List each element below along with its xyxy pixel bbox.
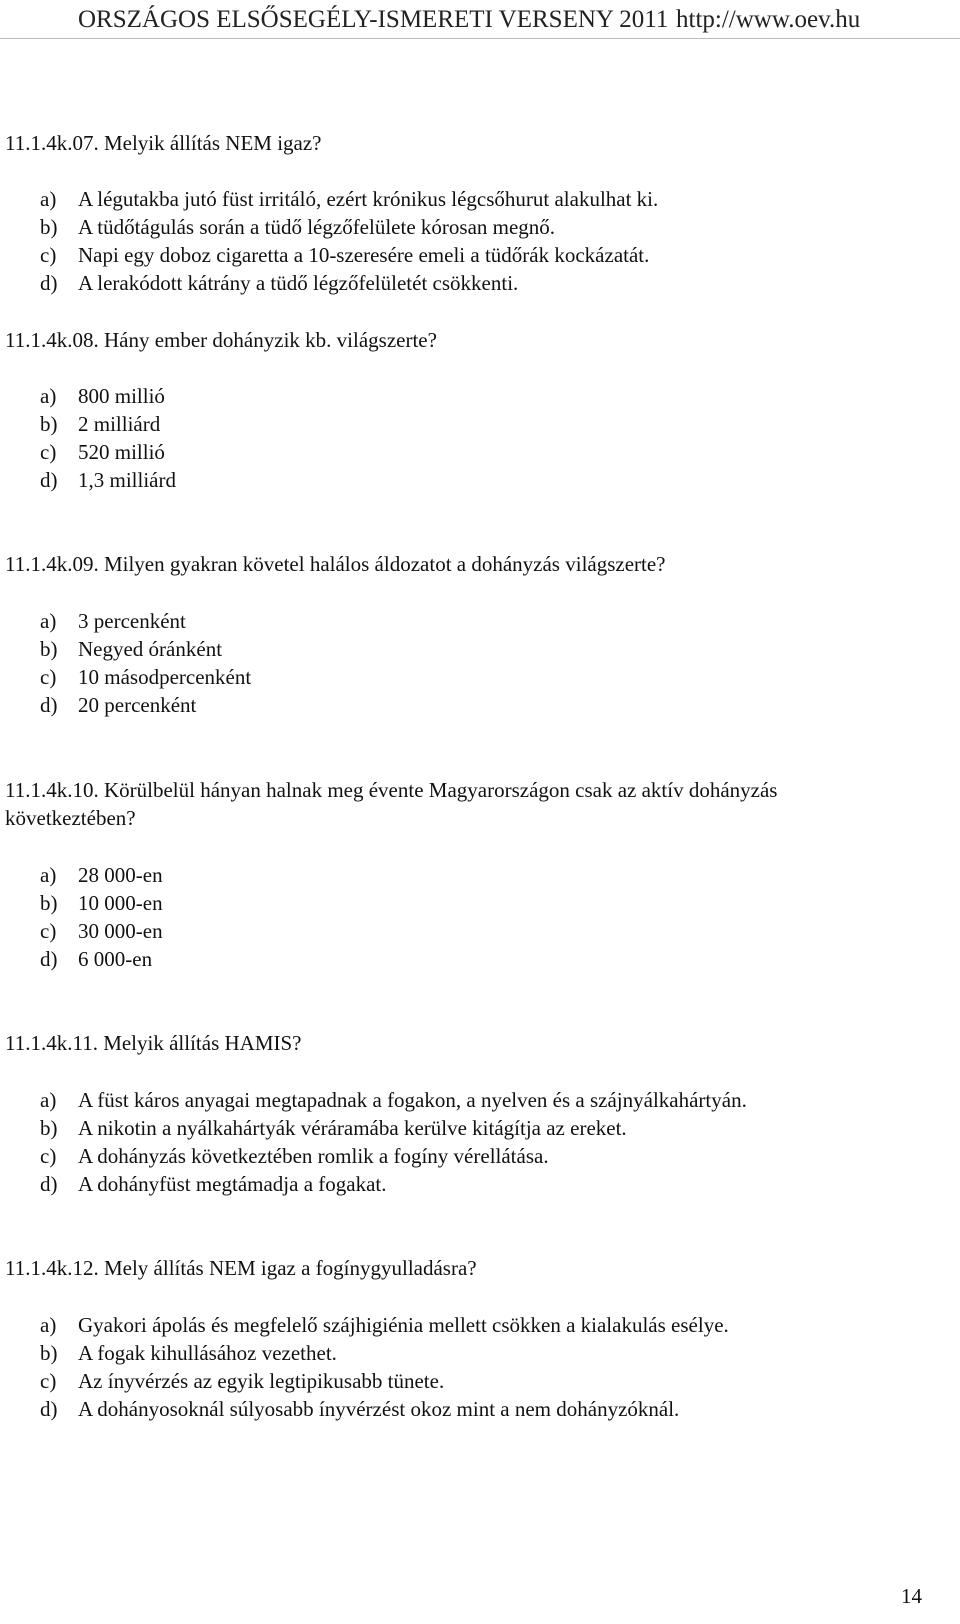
option-letter: d)	[40, 947, 58, 971]
question-08-title: 11.1.4k.08. Hány ember dohányzik kb. világszerte?	[5, 328, 437, 352]
option-letter: c)	[40, 665, 57, 689]
question-12-title: 11.1.4k.12. Mely állítás NEM igaz a fogínygyulladásra?	[5, 1256, 477, 1280]
option-text: 6 000-en	[78, 947, 153, 971]
option-text: 1,3 milliárd	[78, 468, 176, 492]
question-10-option-a	[40, 861, 163, 889]
option-letter: c)	[40, 1144, 57, 1168]
question-07-title: 11.1.4k.07. Melyik állítás NEM igaz?	[5, 131, 322, 155]
option-text: A dohányosoknál súlyosabb ínyvérzést okoz mint a nem dohányzóknál.	[78, 1397, 680, 1421]
option-text: A tüdőtágulás során a tüdő légzőfelülete kórosan megnő.	[78, 215, 556, 239]
option-letter: b)	[40, 1116, 58, 1140]
option-letter: d)	[40, 468, 58, 492]
question-07-option-c	[40, 241, 649, 269]
option-letter: a)	[40, 1313, 57, 1337]
option-text: 28 000-en	[78, 863, 163, 887]
question-09-option-c	[40, 663, 251, 691]
question-11-title: 11.1.4k.11. Melyik állítás HAMIS?	[5, 1031, 302, 1055]
option-letter: b)	[40, 412, 58, 436]
option-text: Gyakori ápolás és megfelelő szájhigiénia mellett csökken a kialakulás esélye.	[78, 1313, 729, 1337]
question-09-option-b	[40, 635, 222, 663]
page-header	[0, 4, 960, 40]
header-divider	[0, 38, 960, 39]
option-letter: d)	[40, 1172, 58, 1196]
option-text: Az ínyvérzés az egyik legtipikusabb tünete.	[78, 1369, 445, 1393]
option-letter: b)	[40, 1341, 58, 1365]
option-letter: c)	[40, 440, 57, 464]
option-text: 10 másodpercenként	[78, 665, 252, 689]
option-text: A dohányzás következtében romlik a fogíny vérellátása.	[78, 1144, 549, 1168]
question-11-option-c	[40, 1142, 549, 1170]
option-letter: a)	[40, 384, 57, 408]
option-letter: a)	[40, 187, 57, 211]
question-12-option-d	[40, 1395, 679, 1423]
option-text: A füst káros anyagai megtapadnak a fogakon, a nyelven és a szájnyálkahártyán.	[78, 1088, 747, 1112]
option-letter: c)	[40, 919, 57, 943]
option-letter: b)	[40, 637, 58, 661]
question-11-option-d	[40, 1170, 387, 1198]
option-text: 30 000-en	[78, 919, 163, 943]
option-text: 3 percenként	[78, 609, 186, 633]
option-text: 10 000-en	[78, 891, 163, 915]
option-text: Napi egy doboz cigaretta a 10-szeresére emeli a tüdőrák kockázatát.	[78, 243, 650, 267]
question-10-option-d	[40, 945, 152, 973]
question-08-option-b	[40, 410, 160, 438]
option-text: A nikotin a nyálkahártyák véráramába kerülve kitágítja az ereket.	[78, 1116, 627, 1140]
option-letter: b)	[40, 215, 58, 239]
option-text: A dohányfüst megtámadja a fogakat.	[78, 1172, 387, 1196]
option-text: 800 millió	[78, 384, 165, 408]
page-number: 14	[901, 1584, 922, 1608]
question-09-option-d	[40, 691, 196, 719]
option-letter: d)	[40, 1397, 58, 1421]
question-08-option-c	[40, 438, 165, 466]
option-text: A légutakba jutó füst irritáló, ezért krónikus légcsőhurut alakulhat ki.	[78, 187, 659, 211]
question-11-option-a	[40, 1086, 747, 1114]
header-title: ORSZÁGOS ELSŐSEGÉLY-ISMERETI VERSENY 2011	[78, 6, 669, 33]
option-text: 520 millió	[78, 440, 165, 464]
question-11-option-b	[40, 1114, 627, 1142]
option-letter: c)	[40, 243, 57, 267]
option-letter: a)	[40, 863, 57, 887]
question-07-option-b	[40, 213, 555, 241]
question-09-option-a	[40, 607, 186, 635]
option-text: A fogak kihullásához vezethet.	[78, 1341, 337, 1365]
question-07-option-a	[40, 185, 658, 213]
question-10-option-b	[40, 889, 163, 917]
question-09-title: 11.1.4k.09. Milyen gyakran követel halálos áldozatot a dohányzás világszerte?	[5, 552, 666, 576]
option-text: A lerakódott kátrány a tüdő légzőfelületét csökkenti.	[78, 271, 519, 295]
question-12-option-b	[40, 1339, 337, 1367]
option-text: 2 milliárd	[78, 412, 161, 436]
option-text: Negyed óránként	[78, 637, 223, 661]
option-letter: c)	[40, 1369, 57, 1393]
option-letter: a)	[40, 609, 57, 633]
header-url: http://www.oev.hu	[676, 6, 861, 33]
option-letter: d)	[40, 693, 58, 717]
question-08-option-d	[40, 466, 176, 494]
question-10-title-line-2: következtében?	[5, 806, 136, 830]
question-08-option-a	[40, 382, 165, 410]
option-letter: b)	[40, 891, 58, 915]
question-12-option-a	[40, 1311, 729, 1339]
question-07-option-d	[40, 269, 518, 297]
question-10-option-c	[40, 917, 163, 945]
option-letter: d)	[40, 271, 58, 295]
question-10-title-line-1: 11.1.4k.10. Körülbelül hányan halnak meg évente Magyarországon csak az aktív dohányzás	[5, 778, 778, 802]
option-text: 20 percenként	[78, 693, 197, 717]
option-letter: a)	[40, 1088, 57, 1112]
question-12-option-c	[40, 1367, 444, 1395]
